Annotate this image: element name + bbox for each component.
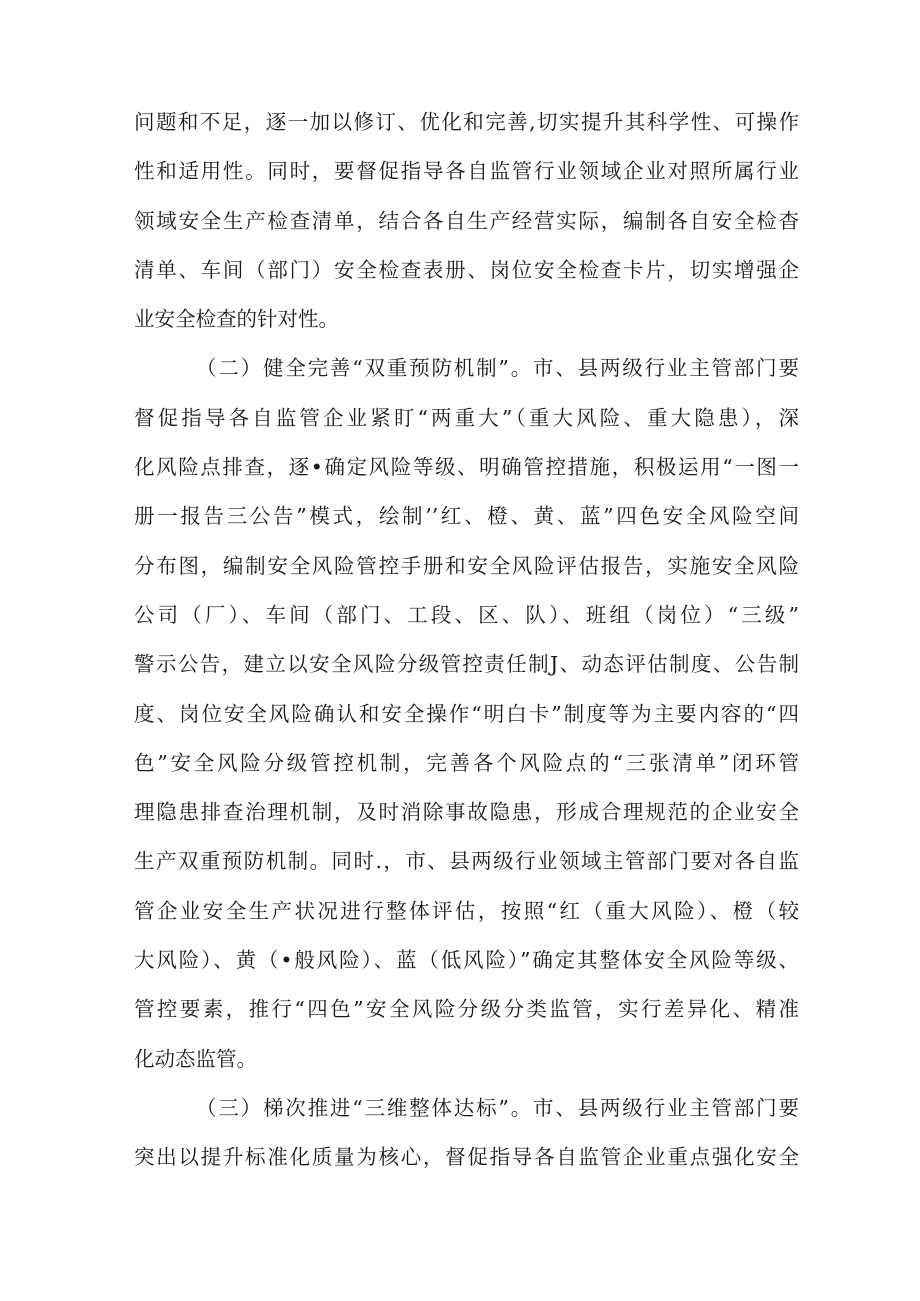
paragraph-line: 化动态监管。 [134,1046,257,1071]
paragraph-line: 突出以提升标准化质量为核心，督促指导各自监管企业重点强化安全 [134,1145,799,1170]
paragraph-line: 管控要素，推行“四色”安全风险分级分类监管，实行差异化、精准 [134,997,799,1022]
paragraph-line: 公司（厂）、车间（部门、工段、区、队）、班组（岗位）“三级” [134,602,799,627]
paragraph-line: 理隐患排查治理机制，及时消除事故隐患，形成合理规范的企业安全 [134,800,799,825]
paragraph-line: 化风险点排查，逐•确定风险等级、明确管控措施，积极运用“一图一 [134,455,799,480]
paragraph-line: 分布图，编制安全风险管控手册和安全风险评估报告，实施安全风险 [134,553,799,578]
paragraph-line: 管企业安全生产状况进行整体评估，按照“红（重大风险）、橙（较 [134,898,799,923]
paragraph-line: 清单、车间（部门）安全检查表册、岗位安全检查卡片，切实增强企 [134,257,799,282]
paragraph-line: 度、岗位安全风险确认和安全操作“明白卡”制度等为主要内容的“四 [134,701,799,726]
paragraph-line: 册一报告三公告”模式，绘制’’红、橙、黄、蓝”四色安全风险空间 [134,504,799,529]
paragraph-line: 督促指导各自监管企业紧盯“两重大”（重大风险、重大隐患），深 [134,405,799,430]
paragraph-line: 生产双重预防机制。同时.，市、县两级行业领域主管部门要对各自监 [134,849,799,874]
paragraph-line: 警示公告，建立以安全风险分级管控责任制J、动态评估制度、公告制 [134,652,799,677]
paragraph-line: 问题和不足，逐一加以修订、优化和完善,切实提升其科学性、可操作 [134,110,799,134]
paragraph-line: 领域安全生产检查清单，结合各自生产经营实际，编制各自安全检杳 [134,208,799,233]
paragraph-heading-line: （三）梯次推进“三维整体达标”。市、县两级行业主管部门要 [196,1095,799,1120]
paragraph-line: 性和适用性。同时，要督促指导各自监管行业领域企业对照所属行业 [134,159,799,184]
document-body [134,98,799,1183]
paragraph-line: 大风险）、黄（•般风险）、蓝（低风险）”确定其整体安全风险等级、 [134,948,799,973]
paragraph-line: 业安全检查的针对性。 [134,307,339,332]
paragraph-line: 色”安全风险分级管控机制，完善各个风险点的“三张清单”闭环管 [134,750,799,775]
paragraph-heading-line: （二）健全完善“双重预防机制”。市、县两级行业主管部门要 [196,356,799,381]
